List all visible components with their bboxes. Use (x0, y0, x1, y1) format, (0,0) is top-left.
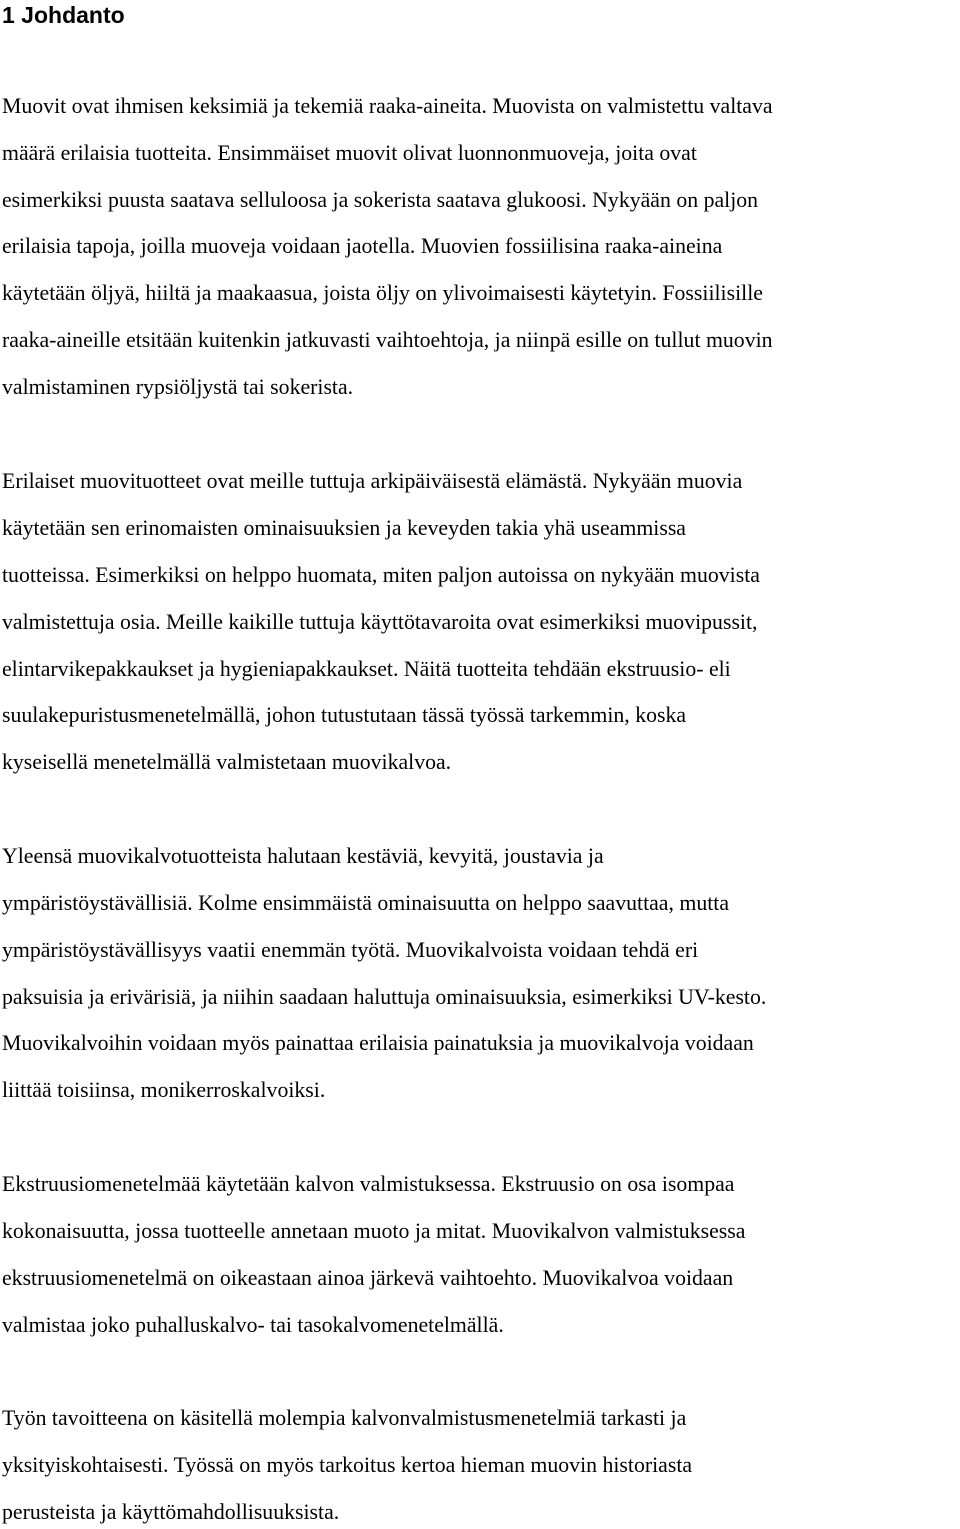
text-line: raaka-aineille etsitään kuitenkin jatkuvasti vaihtoehtoja, ja niinpä esille on tullut muovin (2, 328, 773, 352)
text-line: ympäristöystävällisiä. Kolme ensimmäistä ominaisuutta on helppo saavuttaa, mutta (2, 891, 730, 915)
text-line: määrä erilaisia tuotteita. Ensimmäiset muovit olivat luonnonmuoveja, joita ovat (2, 141, 697, 165)
text-line: kokonaisuutta, jossa tuotteelle annetaan muoto ja mitat. Muovikalvon valmistuksessa (2, 1219, 746, 1243)
text-line: elintarvikepakkaukset ja hygieniapakkaukset. Näitä tuotteita tehdään ekstruusio- eli (2, 657, 731, 681)
text-line: perusteista ja käyttömahdollisuuksista. (2, 1500, 340, 1524)
text-line: ympäristöystävällisyys vaatii enemmän työtä. Muovikalvoista voidaan tehdä eri (2, 938, 699, 962)
text-line: Muovikalvoihin voidaan myös painattaa erilaisia painatuksia ja muovikalvoja voidaan (2, 1031, 754, 1055)
text-line: Muovit ovat ihmisen keksimiä ja tekemiä raaka-aineita. Muovista on valmistettu valtava (2, 94, 773, 118)
text-line: erilaisia tapoja, joilla muoveja voidaan jaotella. Muovien fossiilisina raaka-aineina (2, 234, 723, 258)
text-line: Yleensä muovikalvotuotteista halutaan kestäviä, kevyitä, joustavia ja (2, 844, 604, 868)
text-line: kyseisellä menetelmällä valmistetaan muovikalvoa. (2, 750, 452, 774)
text-line: Erilaiset muovituotteet ovat meille tuttuja arkipäiväisestä elämästä. Nykyään muovia (2, 469, 743, 493)
text-line: tuotteissa. Esimerkiksi on helppo huomata, miten paljon autoissa on nykyään muovista (2, 563, 760, 587)
text-line: valmistettuja osia. Meille kaikille tuttuja käyttötavaroita ovat esimerkiksi muovipussit, (2, 610, 758, 634)
text-line: liittää toisiinsa, monikerroskalvoiksi. (2, 1078, 326, 1102)
text-line: Työn tavoitteena on käsitellä molempia kalvonvalmistusmenetelmiä tarkasti ja (2, 1406, 687, 1430)
text-line: valmistaminen rypsiöljystä tai sokerista. (2, 375, 354, 399)
section-heading: 1 Johdanto (2, 2, 125, 28)
text-line: paksuisia ja erivärisiä, ja niihin saadaan haluttuja ominaisuuksia, esimerkiksi UV-kesto. (2, 985, 767, 1009)
text-line: ekstruusiomenetelmä on oikeastaan ainoa järkevä vaihtoehto. Muovikalvoa voidaan (2, 1266, 734, 1290)
text-line: Ekstruusiomenetelmää käytetään kalvon valmistuksessa. Ekstruusio on osa isompaa (2, 1172, 735, 1196)
text-line: suulakepuristusmenetelmällä, johon tutustutaan tässä työssä tarkemmin, koska (2, 703, 687, 727)
text-line: valmistaa joko puhalluskalvo- tai tasokalvomenetelmällä. (2, 1313, 504, 1337)
text-line: käytetään öljyä, hiiltä ja maakaasua, joista öljy on ylivoimaisesti käytetyin. Fossiilisille (2, 281, 763, 305)
text-line: esimerkiksi puusta saatava selluloosa ja sokerista saatava glukoosi. Nykyään on paljon (2, 188, 759, 212)
text-line: yksityiskohtaisesti. Työssä on myös tarkoitus kertoa hieman muovin historiasta (2, 1453, 693, 1477)
text-line: käytetään sen erinomaisten ominaisuuksien ja keveyden takia yhä useammissa (2, 516, 686, 540)
